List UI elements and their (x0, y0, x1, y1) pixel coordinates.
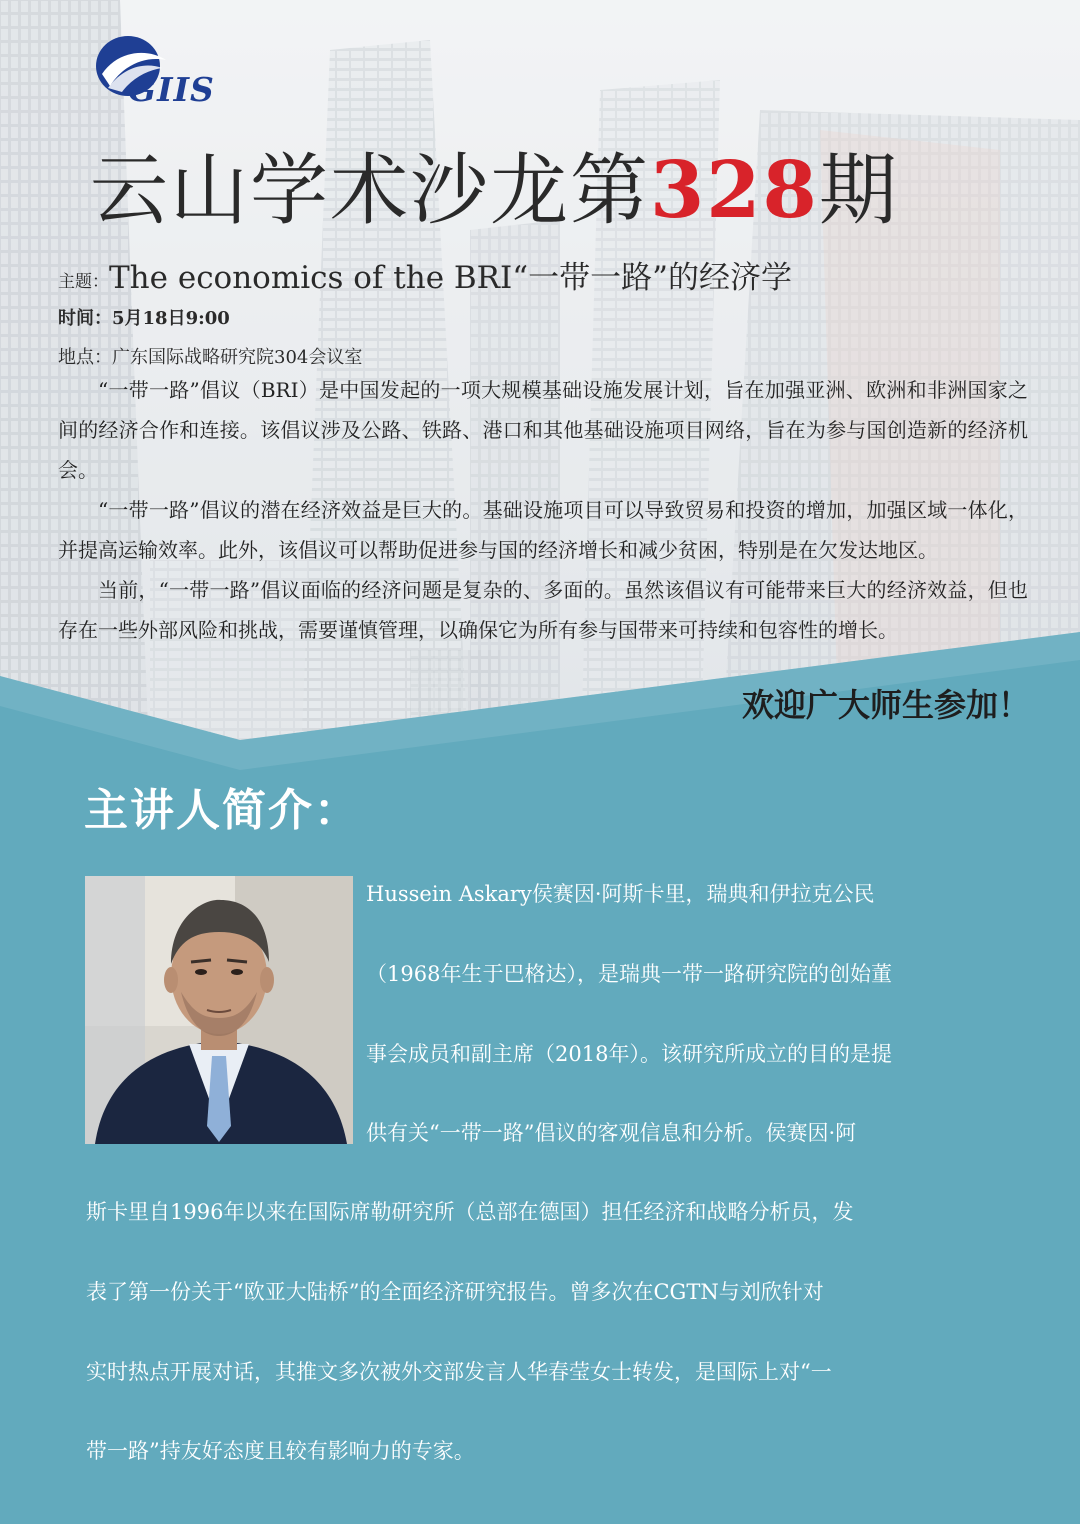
welcome-text: 欢迎广大师生参加！ (741, 686, 1030, 724)
topic-value: The economics of the BRI“一带一路”的经济学 (109, 260, 792, 296)
logo-text: GIIS (128, 70, 215, 109)
topic-line (58, 252, 792, 297)
page-title (90, 128, 899, 240)
place-line (58, 343, 362, 369)
intro-text (58, 370, 1028, 650)
bio-line: 带一路”持友好态度且较有影响力的专家。 (86, 1439, 475, 1463)
bio-line: （1968年生于巴格达），是瑞典一带一路研究院的创始董 (366, 962, 892, 986)
bio-line: 供有关“一带一路”倡议的客观信息和分析。侯赛因·阿 (366, 1121, 857, 1145)
time-label: 时间： (58, 308, 112, 329)
bio-line: 实时热点开展对话，其推文多次被外交部发言人华春莹女士转发，是国际上对“一 (86, 1360, 832, 1384)
bio-line: 事会成员和副主席（2018年）。该研究所成立的目的是提 (366, 1042, 892, 1066)
bio-line: 斯卡里自1996年以来在国际席勒研究所（总部在德国）担任经济和战略分析员，发 (86, 1200, 854, 1224)
time-value: 5月18日9:00 (112, 308, 230, 329)
topic-label: 主题： (58, 272, 109, 292)
intro-paragraph: “一带一路”倡议（BRI）是中国发起的一项大规模基础设施发展计划，旨在加强亚洲、欧洲和非洲国家之间的经济合作和连接。该倡议涉及公路、铁路、港口和其他基础设施项目网络，旨在为参与国创造新的经济机会。 (58, 378, 1028, 482)
bio-line: 表了第一份关于“欧亚大陆桥”的全面经济研究报告。曾多次在CGTN与刘欣针对 (86, 1280, 824, 1304)
title-prefix: 云山学术沙龙第 (90, 146, 651, 236)
title-issue-number: 328 (650, 145, 819, 236)
place-label: 地点： (58, 347, 112, 368)
time-line (58, 304, 230, 330)
speaker-heading: 主讲人简介： (84, 785, 360, 836)
title-suffix: 期 (818, 146, 899, 236)
intro-paragraph: 当前，“一带一路”倡议面临的经济问题是复杂的、多面的。虽然该倡议有可能带来巨大的经济效益，但也存在一些外部风险和挑战，需要谨慎管理，以确保它为所有参与国带来可持续和包容性的增长。 (58, 578, 1028, 642)
intro-paragraph: “一带一路”倡议的潜在经济效益是巨大的。基础设施项目可以导致贸易和投资的增加，加强区域一体化，并提高运输效率。此外，该倡议可以帮助促进参与国的经济增长和减少贫困，特别是在欠发达地区。 (58, 498, 1028, 562)
speaker-photo (85, 876, 353, 1144)
bio-line: Hussein Askary侯赛因·阿斯卡里，瑞典和伊拉克公民 (366, 882, 875, 906)
place-value: 广东国际战略研究院304会议室 (112, 347, 363, 368)
